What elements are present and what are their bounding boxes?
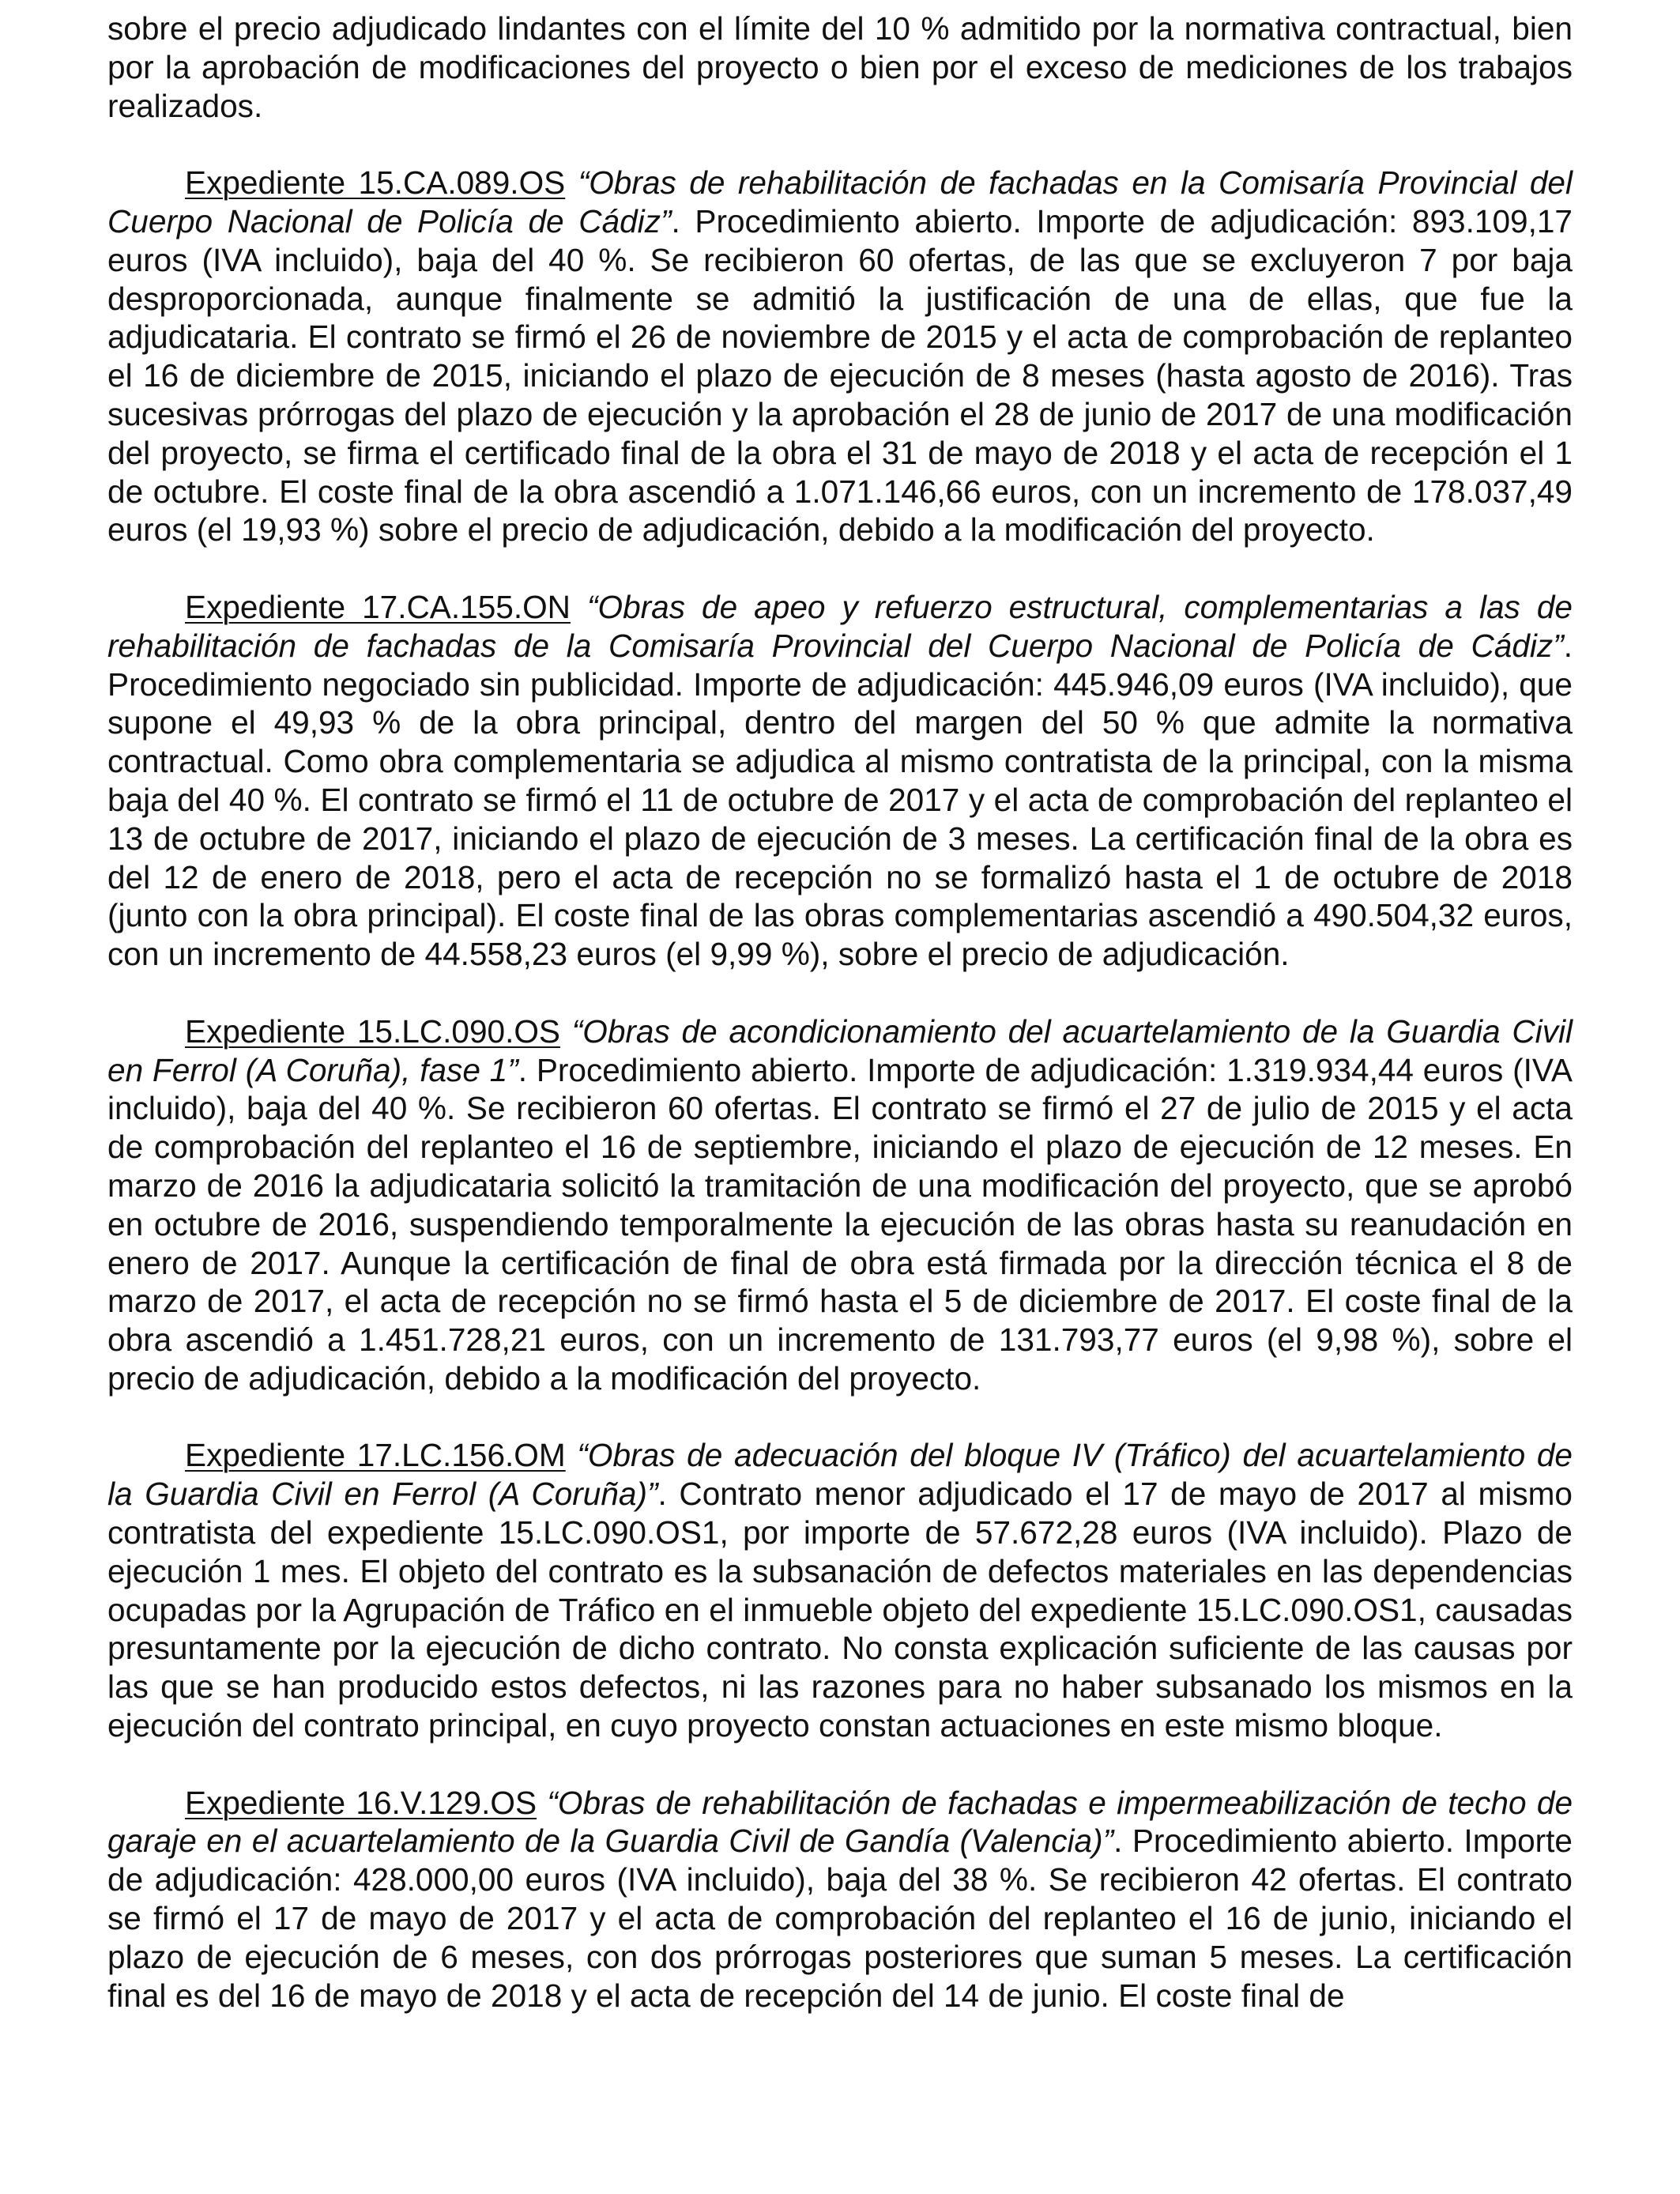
expediente-id: Expediente 17.CA.155.ON xyxy=(185,588,571,625)
expediente-body: . Procedimiento abierto. Importe de adjudicación: 893.109,17 euros (IVA incluido), baja del 40 %. Se recibieron 60 ofertas, de las que se excluyeron 7 por baja desproporcionada, aunque finalmente se admitió la justificación de una de ellas, que fue la adjudicataria. El contrato se firmó el 26 de noviembre de 2015 y el acta de comprobación de replanteo el 16 de diciembre de 2015, iniciando el plazo de ejecución de 8 meses (hasta agosto de 2016). Tras sucesivas prórrogas del plazo de ejecución y la aprobación el 28 de junio de 2017 de una modificación del proyecto, se firma el certificado final de la obra el 31 de mayo de 2018 y el acta de recepción el 1 de octubre. El coste final de la obra ascendió a 1.071.146,66 euros, con un incremento de 178.037,49 euros (el 19,93 %) sobre el precio de adjudicación, debido a la modificación del proyecto. xyxy=(107,202,1573,548)
expediente-id: Expediente 16.V.129.OS xyxy=(185,1784,537,1821)
expediente-title: “Obras de apeo y refuerzo estructural, complementarias a las de rehabilitación de fachadas de la Comisaría Provincial del Cuerpo Nacional de Policía de Cádiz” xyxy=(107,588,1573,664)
expediente-title: “Obras de rehabilitación de fachadas en la Comisaría Provincial del Cuerpo Nacional de Policía de Cádiz” xyxy=(107,164,1573,239)
expediente-paragraph xyxy=(107,1784,1573,2015)
expediente-title: “Obras de rehabilitación de fachadas e impermeabilización de techo de garaje en el acuartelamiento de la Guardia Civil de Gandía (Valencia)” xyxy=(107,1784,1573,1860)
expediente-body: . Contrato menor adjudicado el 17 de mayo de 2017 al mismo contratista del expediente 15.LC.090.OS1, por importe de 57.672,28 euros (IVA incluido). Plazo de ejecución 1 mes. El objeto del contrato es la subsanación de defectos materiales en las dependencias ocupadas por la Agrupación de Tráfico en el inmueble objeto del expediente 15.LC.090.OS1, causadas presuntamente por la ejecución de dicho contrato. No consta explicación suficiente de las causas por las que se han producido estos defectos, ni las razones para no haber subsanado los mismos en la ejecución del contrato principal, en cuyo proyecto constan actuaciones en este mismo bloque. xyxy=(107,1476,1573,1744)
intro-paragraph: sobre el precio adjudicado lindantes con el límite del 10 % admitido por la normativa contractual, bien por la aprobación de modificaciones del proyecto o bien por el exceso de mediciones de los trabajos realizados. xyxy=(107,10,1573,124)
expediente-id: Expediente 15.LC.090.OS xyxy=(185,1012,560,1050)
expediente-paragraph xyxy=(107,588,1573,974)
expediente-title: “Obras de adecuación del bloque IV (Tráfico) del acuartelamiento de la Guardia Civil en Ferrol (A Coruña)” xyxy=(107,1437,1573,1513)
expediente-body: . Procedimiento abierto. Importe de adjudicación: 428.000,00 euros (IVA incluido), baja del 38 %. Se recibieron 42 ofertas. El contrato se firmó el 17 de mayo de 2017 y el acta de comprobación del replanteo el 16 de junio, iniciando el plazo de ejecución de 6 meses, con dos prórrogas posteriores que suman 5 meses. La certificación final es del 16 de mayo de 2018 y el acta de recepción del 14 de junio. El coste final de xyxy=(107,1823,1573,2014)
expediente-title: “Obras de acondicionamiento del acuartelamiento de la Guardia Civil en Ferrol (A Coruña), fase 1” xyxy=(107,1012,1573,1088)
expediente-paragraph xyxy=(107,1436,1573,1744)
expediente-id: Expediente 15.CA.089.OS xyxy=(185,164,566,202)
document-page xyxy=(107,9,1573,2015)
expediente-body: . Procedimiento abierto. Importe de adjudicación: 1.319.934,44 euros (IVA incluido), baja del 40 %. Se recibieron 60 ofertas. El contrato se firmó el 27 de julio de 2015 y el acta de comprobación del replanteo el 16 de septiembre, iniciando el plazo de ejecución de 12 meses. En marzo de 2016 la adjudicataria solicitó la tramitación de una modificación del proyecto, que se aprobó en octubre de 2016, suspendiendo temporalmente la ejecución de las obras hasta su reanudación en enero de 2017. Aunque la certificación de final de obra está firmada por la dirección técnica el 8 de marzo de 2017, el acta de recepción no se firmó hasta el 5 de diciembre de 2017. El coste final de la obra ascendió a 1.451.728,21 euros, con un incremento de 131.793,77 euros (el 9,98 %), sobre el precio de adjudicación, debido a la modificación del proyecto. xyxy=(107,1051,1573,1397)
expediente-paragraph xyxy=(107,1012,1573,1398)
expediente-paragraph xyxy=(107,164,1573,549)
expediente-body: . Procedimiento negociado sin publicidad. Importe de adjudicación: 445.946,09 euros (IVA incluido), que supone el 49,93 % de la obra principal, dentro del margen del 50 % que admite la normativa contractual. Como obra complementaria se adjudica al mismo contratista de la principal, con la misma baja del 40 %. El contrato se firmó el 11 de octubre de 2017 y el acta de comprobación del replanteo el 13 de octubre de 2017, iniciando el plazo de ejecución de 3 meses. La certificación final de la obra es del 12 de enero de 2018, pero el acta de recepción no se formalizó hasta el 1 de octubre de 2018 (junto con la obra principal). El coste final de las obras complementarias ascendió a 490.504,32 euros, con un incremento de 44.558,23 euros (el 9,99 %), sobre el precio de adjudicación. xyxy=(107,627,1573,973)
expediente-id: Expediente 17.LC.156.OM xyxy=(185,1437,566,1474)
